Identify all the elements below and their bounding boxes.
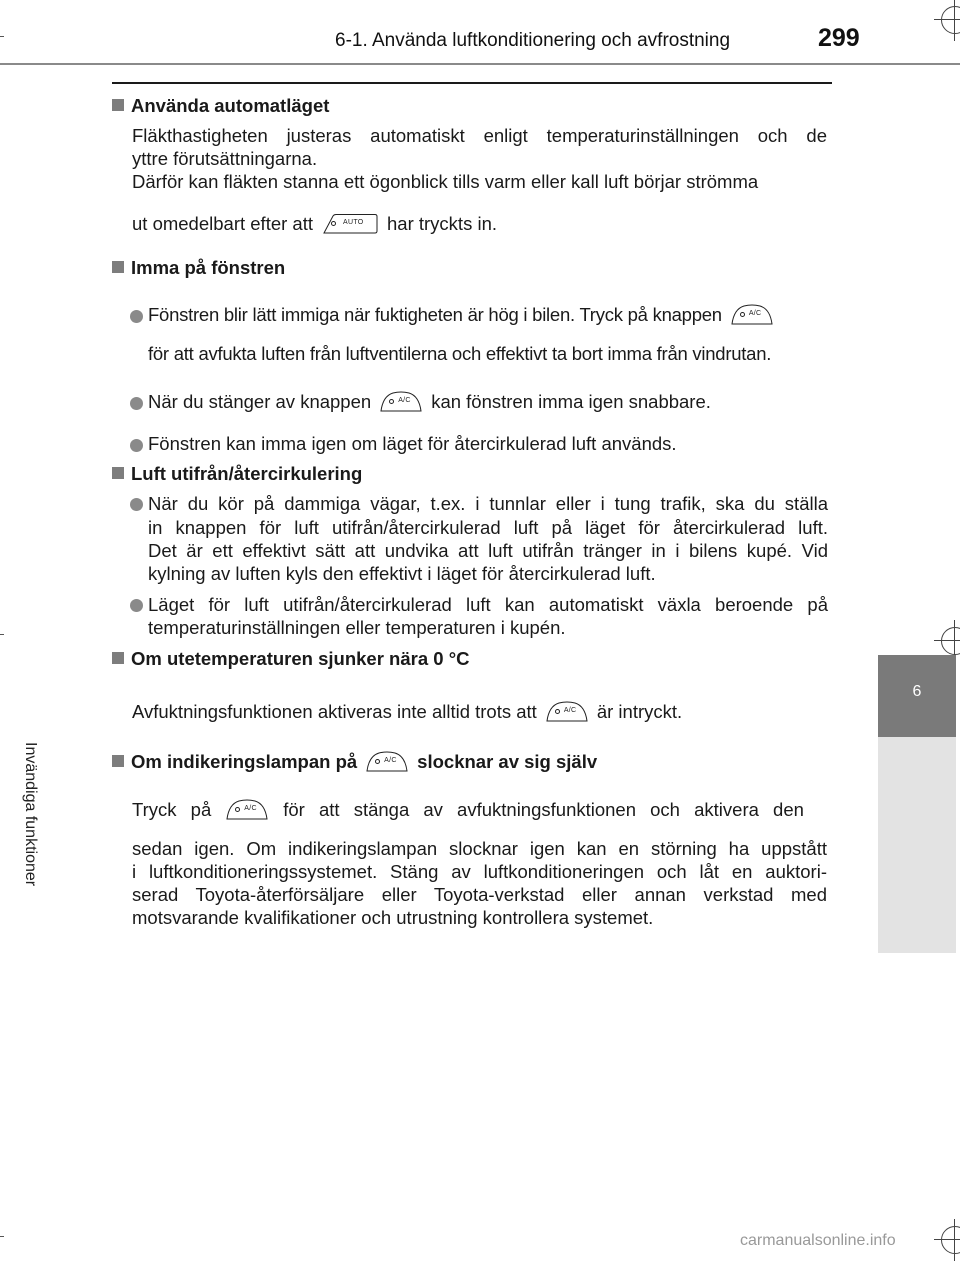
square-bullet-icon xyxy=(112,99,124,111)
header-divider xyxy=(0,63,960,65)
paragraph-line xyxy=(132,212,497,236)
crop-mark xyxy=(0,634,4,635)
indicator-led-icon xyxy=(331,221,336,226)
text-segment: kan fönstren imma igen snabbare. xyxy=(431,391,711,412)
text-segment: Fönstren blir lätt immiga när fuktigheten är hög i bilen. Tryck på knappen xyxy=(148,304,722,325)
paragraph-line: När du kör på dammiga vägar, t.ex. i tunnlar eller i tung trafik, ska du ställa xyxy=(148,493,828,514)
text-segment: har tryckts in. xyxy=(387,213,497,234)
ac-button-icon xyxy=(225,798,269,822)
square-bullet-icon xyxy=(112,261,124,273)
paragraph-line: kylning av luften kyls den effektivt i läget för återcirkulerad luft. xyxy=(148,563,656,584)
section-heading xyxy=(112,462,362,485)
paragraph-line: Det är ett effektivt sätt att undvika att luft utifrån tränger in i bilens kupé. Vid xyxy=(148,540,828,561)
round-bullet-icon xyxy=(130,310,143,323)
indicator-led-icon xyxy=(740,312,745,317)
ac-button-icon xyxy=(379,390,423,414)
square-bullet-icon xyxy=(112,755,124,767)
paragraph-line: Fönstren kan imma igen om läget för återcirkulerad luft används. xyxy=(148,433,677,454)
indicator-led-icon xyxy=(555,709,560,714)
content-divider xyxy=(112,82,832,84)
paragraph-line: temperaturinställningen eller temperaturen i kupén. xyxy=(148,617,566,638)
ac-button-label: A/C xyxy=(563,707,577,714)
page-number: 299 xyxy=(818,24,860,52)
round-bullet-icon xyxy=(130,498,143,511)
section-heading xyxy=(112,647,469,670)
section-heading xyxy=(112,750,597,774)
chapter-tab-panel xyxy=(878,737,956,953)
paragraph-line: för att avfukta luften från luftventilerna och effektivt ta bort imma från vindrutan. xyxy=(148,343,772,364)
ac-button-label: A/C xyxy=(384,757,397,764)
paragraph-line xyxy=(148,390,711,414)
paragraph-line: Läget för luft utifrån/återcirkulerad luft kan automatiskt växla beroende på xyxy=(148,594,828,615)
text-segment: för att stänga av avfuktningsfunktionen och aktivera den xyxy=(283,799,804,820)
round-bullet-icon xyxy=(130,599,143,612)
auto-button-label: AUTO xyxy=(343,219,364,226)
chapter-title: 6-1. Använda luftkonditionering och avfrostning xyxy=(335,30,731,51)
heading-text: slocknar av sig själv xyxy=(417,751,598,772)
text-segment: När du stänger av knappen xyxy=(148,391,372,412)
heading-text: Luft utifrån/återcirkulering xyxy=(131,463,363,484)
text-segment: ut omedelbart efter att xyxy=(132,213,313,234)
ac-button-icon xyxy=(730,303,774,327)
text-segment: Tryck på xyxy=(132,799,212,820)
paragraph-line: i luftkonditioneringssystemet. Stäng av luftkonditioneringen och låt en auktori- xyxy=(132,861,827,882)
square-bullet-icon xyxy=(112,467,124,479)
paragraph-line: motsvarande kvalifikationer och utrustning kontrollera systemet. xyxy=(132,907,654,928)
chapter-tab-number: 6 xyxy=(912,683,922,700)
registration-mark-icon xyxy=(941,627,960,655)
paragraph-line: sedan igen. Om indikeringslampan slocknar igen kan en störning ha uppstått xyxy=(132,838,827,859)
registration-mark-icon xyxy=(941,1226,960,1254)
round-bullet-icon xyxy=(130,397,143,410)
auto-button-icon xyxy=(321,212,379,236)
paragraph-line xyxy=(148,303,782,327)
section-heading xyxy=(112,256,285,279)
heading-text: Använda automatläget xyxy=(131,95,330,116)
paragraph-line: serad Toyota-återförsäljare eller Toyota-verkstad eller annan verkstad med xyxy=(132,884,827,905)
round-bullet-icon xyxy=(130,439,143,452)
paragraph-line: Därför kan fläkten stanna ett ögonblick tills varm eller kall luft börjar strömma xyxy=(132,171,759,192)
registration-mark-icon xyxy=(941,6,960,34)
ac-button-label: A/C xyxy=(244,805,257,812)
text-segment: är intryckt. xyxy=(596,701,683,722)
paragraph-line xyxy=(132,798,804,822)
ac-button-label: A/C xyxy=(748,310,762,317)
paragraph-line: yttre förutsättningarna. xyxy=(132,148,318,169)
heading-text: Imma på fönstren xyxy=(131,257,286,278)
section-heading xyxy=(112,94,329,117)
paragraph-line: Fläkthastigheten justeras automatiskt enligt temperaturinställningen och de xyxy=(132,125,827,146)
chapter-tab xyxy=(878,655,956,737)
crop-mark xyxy=(0,36,4,37)
chapter-tab-label: Invändiga funktioner xyxy=(22,742,39,887)
watermark: carmanualsonline.info xyxy=(740,1232,896,1249)
ac-button-icon xyxy=(545,700,589,724)
ac-button-label: A/C xyxy=(398,397,411,404)
text-segment: Avfuktningsfunktionen aktiveras inte alltid trots att xyxy=(132,701,537,722)
heading-text: Om indikeringslampan på xyxy=(131,751,358,772)
paragraph-line: in knappen för luft utifrån/återcirkulerad luft på läget för återcirkulerad luft. xyxy=(148,517,828,538)
square-bullet-icon xyxy=(112,652,124,664)
paragraph-line xyxy=(132,700,682,724)
ac-button-icon xyxy=(365,750,409,774)
heading-text: Om utetemperaturen sjunker nära 0 °C xyxy=(131,648,470,669)
crop-mark xyxy=(0,1236,4,1237)
